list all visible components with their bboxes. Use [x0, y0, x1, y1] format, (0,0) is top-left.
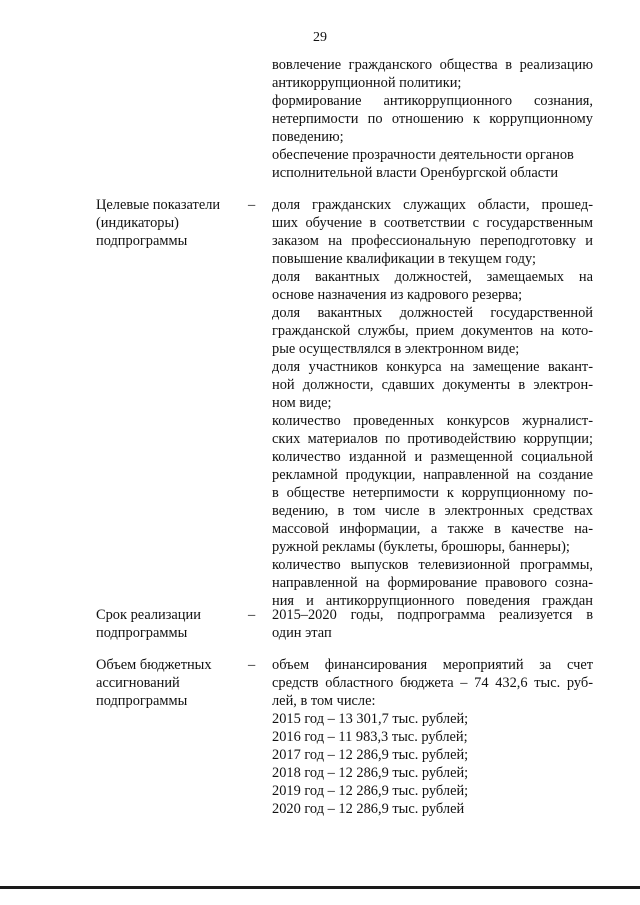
intro-line: нетерпимости по отношению к коррупционному: [272, 111, 593, 127]
term-label-line: подпрограммы: [96, 625, 188, 641]
intro-line: вовлечение гражданского общества в реализацию: [272, 57, 593, 73]
indicators-line: доля гражданских служащих области, прошед-: [272, 197, 593, 213]
budget-label-line: подпрограммы: [96, 693, 188, 709]
indicators-line: рекламной продукции, направленной на создание: [272, 467, 593, 483]
indicators-line: основе назначения из кадрового резерва;: [272, 287, 523, 303]
indicators-line: количество проведенных конкурсов журналист-: [272, 413, 593, 429]
indicators-line: доля участников конкурса на замещение вакант-: [272, 359, 593, 375]
indicators-label-line: подпрограммы: [96, 233, 188, 249]
indicators-label-line: Целевые показатели: [96, 197, 221, 213]
term-label: [96, 606, 246, 642]
indicators-line: ной должности, сдавших документы в электрон-: [272, 377, 593, 393]
indicators-line: количество выпусков телевизионной программы,: [272, 557, 593, 573]
indicators-line: рые осуществлялся в электронном виде;: [272, 341, 520, 357]
intro-line: обеспечение прозрачности деятельности органов: [272, 147, 574, 163]
indicators-line: заказом на профессиональную переподготовку и: [272, 233, 593, 249]
budget-line: объем финансирования мероприятий за счет: [272, 657, 593, 673]
term-line: один этап: [272, 625, 332, 641]
intro-line: формирование антикоррупционного сознания,: [272, 93, 593, 109]
indicators-dash: –: [248, 197, 256, 213]
budget-year-line: 2020 год – 12 286,9 тыс. рублей: [272, 801, 465, 817]
intro-line: поведению;: [272, 129, 344, 145]
indicators-line: ведению, в том числе в электронных средствах: [272, 503, 593, 519]
indicators-line: массовой информации, а также в качестве на-: [272, 521, 593, 537]
budget-year-line: 2018 год – 12 286,9 тыс. рублей;: [272, 765, 469, 781]
budget-dash: –: [248, 657, 256, 673]
budget-label-line: ассигнований: [96, 675, 180, 691]
indicators-line: гражданской службы, прием документов на кото-: [272, 323, 593, 339]
indicators-line: ших обучение в соответствии с государственным: [272, 215, 593, 231]
term-line: 2015–2020 годы, подпрограмма реализуется в: [272, 607, 593, 623]
intro-line: исполнительной власти Оренбургской области: [272, 165, 559, 181]
indicators-line: ружной рекламы (буклеты, брошюры, баннеры);: [272, 539, 570, 555]
intro-line: антикоррупционной политики;: [272, 75, 462, 91]
indicators-line: ном виде;: [272, 395, 332, 411]
indicators-line: доля вакантных должностей, замещаемых на: [272, 269, 593, 285]
indicators-line: ния и антикоррупционного поведения граждан: [272, 593, 593, 609]
budget-label-line: Объем бюджетных: [96, 657, 212, 673]
budget-label: [96, 656, 246, 710]
indicators-line: доля вакантных должностей государственной: [272, 305, 593, 321]
budget-year-line: 2015 год – 13 301,7 тыс. рублей;: [272, 711, 469, 727]
indicators-line: количество изданной и размещенной социальной: [272, 449, 593, 465]
budget-year-line: 2017 год – 12 286,9 тыс. рублей;: [272, 747, 469, 763]
budget-year-line: 2019 год – 12 286,9 тыс. рублей;: [272, 783, 469, 799]
term-label-line: Срок реализации: [96, 607, 201, 623]
indicators-line: ских материалов по противодействию коррупции;: [272, 431, 593, 447]
budget-year-line: 2016 год – 11 983,3 тыс. рублей;: [272, 729, 468, 745]
bottom-scan-border: [0, 886, 640, 889]
page-number: 29: [313, 30, 327, 45]
indicators-line: направленной на формирование правового созна-: [272, 575, 593, 591]
indicators-line: в обществе нетерпимости к коррупционному по-: [272, 485, 593, 501]
term-dash: –: [248, 607, 256, 623]
indicators-line: повышение квалификации в текущем году;: [272, 251, 536, 267]
budget-line: средств областного бюджета – 74 432,6 тыс. руб-: [272, 675, 593, 691]
indicators-label-line: (индикаторы): [96, 215, 179, 231]
budget-line: лей, в том числе:: [272, 693, 376, 709]
indicators-label: [96, 196, 246, 250]
